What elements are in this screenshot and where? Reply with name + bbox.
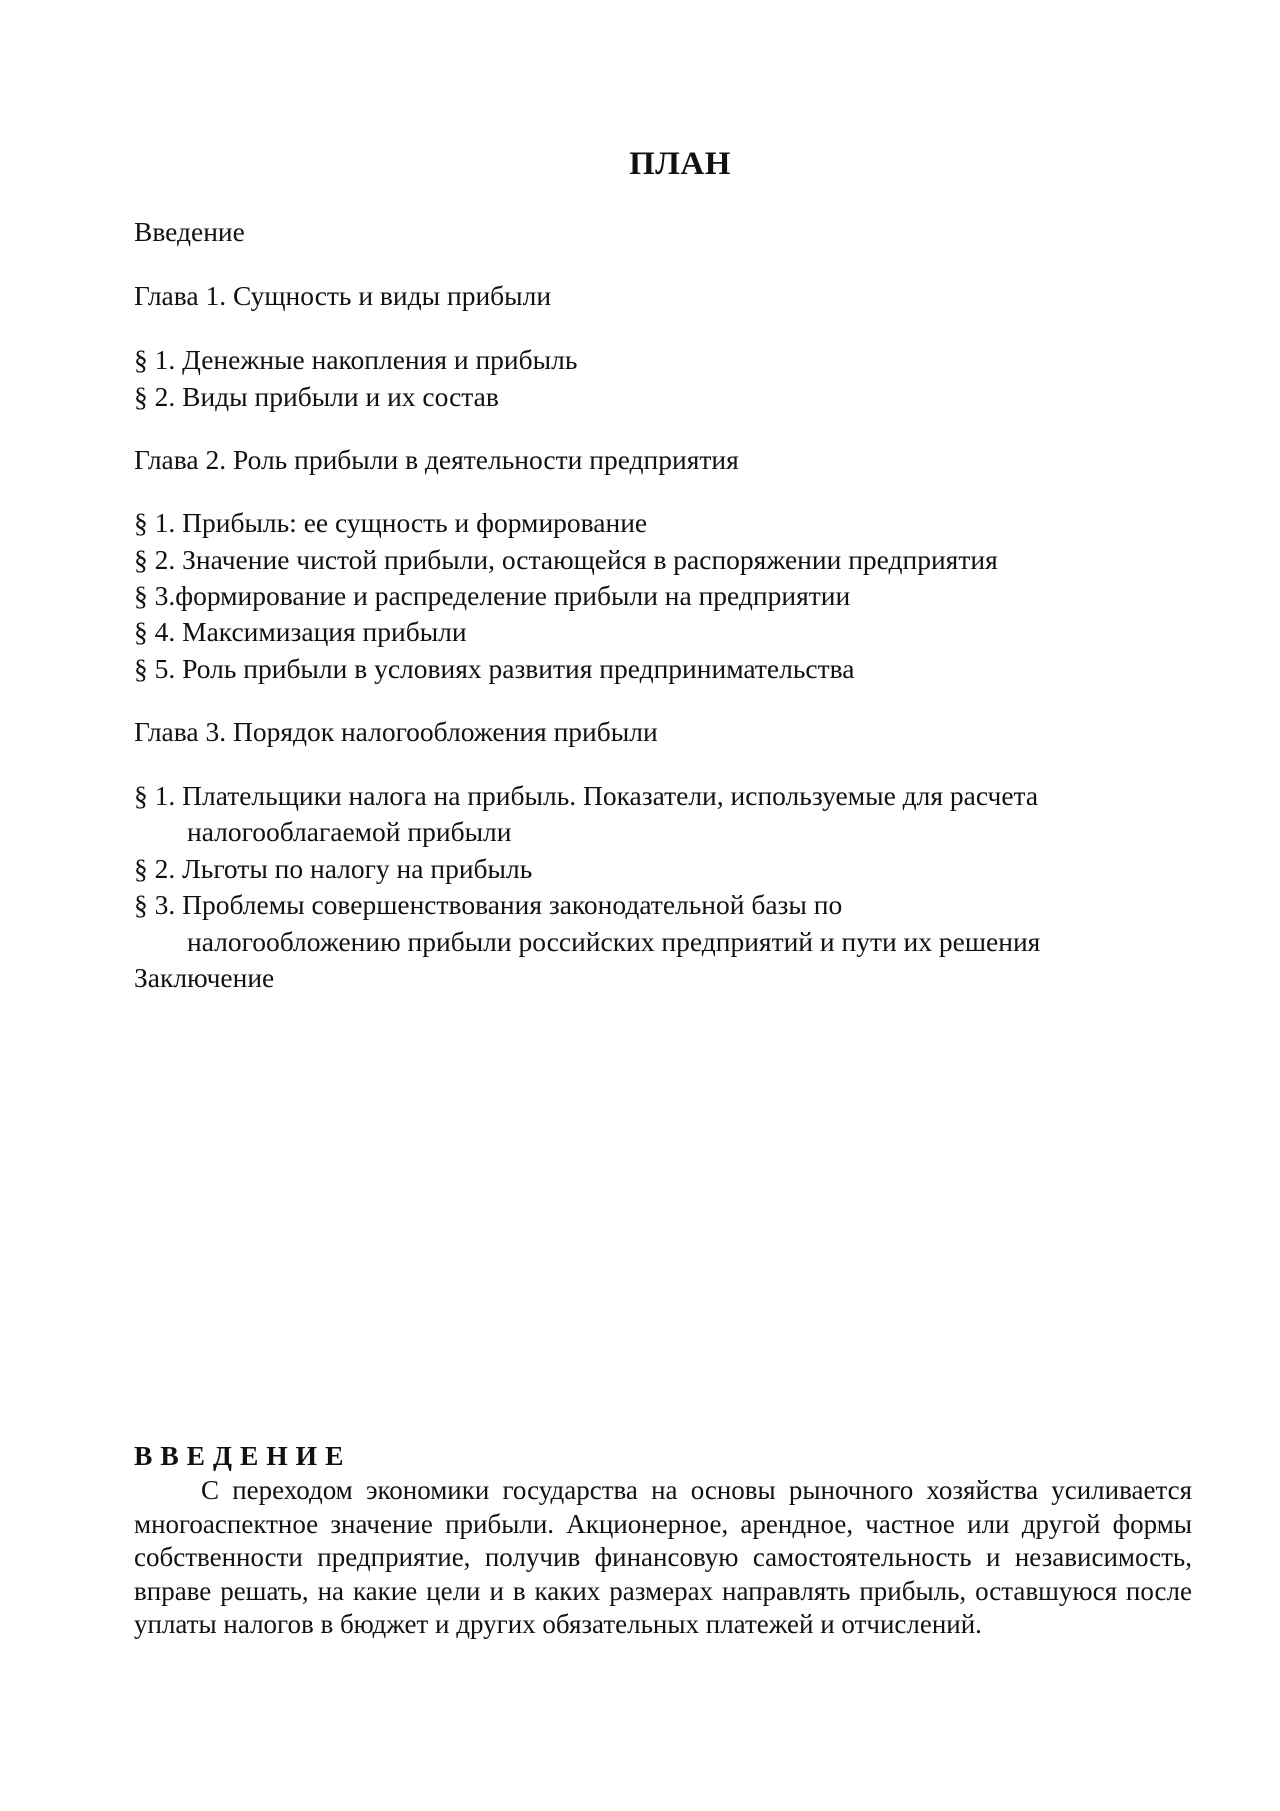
toc-ch3-section-3-cont: налогообложению прибыли российских предприятий и пути их решения xyxy=(187,926,1041,957)
toc-ch3-section-1: § 1. Плательщики налога на прибыль. Показатели, используемые для расчета xyxy=(134,780,1039,811)
toc-ch1-section-1: § 1. Денежные накопления и прибыль xyxy=(134,344,578,375)
toc-ch2-section-2: § 2. Значение чистой прибыли, остающейся в распоряжении предприятия xyxy=(134,544,998,575)
toc-ch3-section-1-cont: налогооблагаемой прибыли xyxy=(187,816,512,847)
toc-ch2-section-1: § 1. Прибыль: ее сущность и формирование xyxy=(134,507,648,538)
toc-chapter-3: Глава 3. Порядок налогообложения прибыли xyxy=(134,716,658,747)
toc-ch2-section-4: § 4. Максимизация прибыли xyxy=(134,616,467,647)
plan-title: ПЛАН xyxy=(629,146,731,182)
toc-ch3-section-2: § 2. Льготы по налогу на прибыль xyxy=(134,853,533,884)
introduction-heading: ВВЕДЕНИЕ xyxy=(134,1440,352,1471)
toc-chapter-1: Глава 1. Сущность и виды прибыли xyxy=(134,280,552,311)
toc-ch1-section-2: § 2. Виды прибыли и их состав xyxy=(134,381,499,412)
toc-ch2-section-5: § 5. Роль прибыли в условиях развития предпринимательства xyxy=(134,653,855,684)
toc-ch2-section-3: § 3.формирование и распределение прибыли на предприятии xyxy=(134,580,851,611)
toc-chapter-2: Глава 2. Роль прибыли в деятельности предприятия xyxy=(134,444,739,475)
introduction-paragraph: С переходом экономики государства на основы рыночного хозяйства усиливается многоаспектное значение прибыли. Акционерное, арендное, частное или другой формы собственности предприятие, получив финансовую самостоятельность и независимость, вправе решать, на какие цели и в каких размерах направлять прибыль, оставшуюся после уплаты налогов в бюджет и других обязательных платежей и отчислений. xyxy=(134,1475,1192,1639)
toc-conclusion: Заключение xyxy=(134,962,275,993)
toc-introduction: Введение xyxy=(134,216,245,247)
toc-ch3-section-3: § 3. Проблемы совершенствования законодательной базы по xyxy=(134,889,843,920)
